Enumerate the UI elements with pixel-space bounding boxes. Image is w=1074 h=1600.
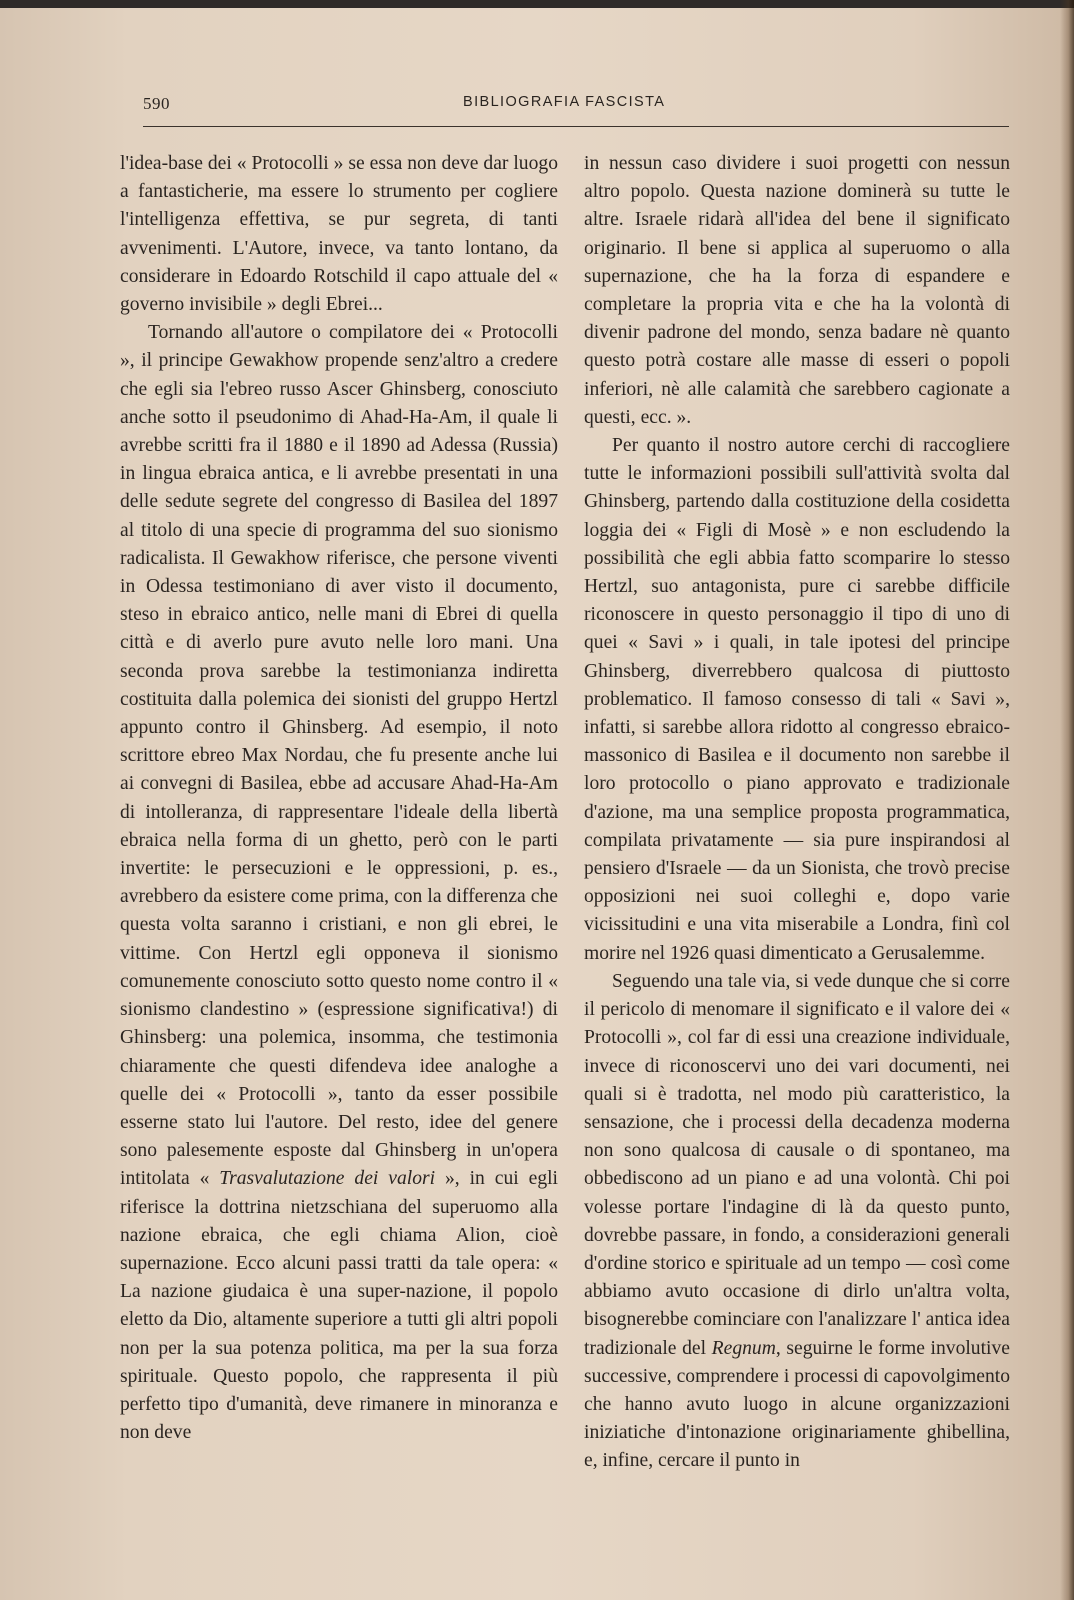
header-rule <box>143 126 1009 127</box>
running-title: BIBLIOGRAFIA FASCISTA <box>463 94 666 110</box>
right-column <box>584 150 1010 1476</box>
regnum-italic: Regnum <box>711 1337 776 1359</box>
scan-top-edge <box>0 0 1074 8</box>
right-paragraph-3-text: Seguendo una tale via, si vede dunque che si corre il pericolo di menomare il significato e il valore dei « Protocolli », col far di essi una creazione individuale, invece di riconoscervi uno dei vari documenti, nei quali si è tradotta, nel modo più caratteristico, la sensazione, che i processi della decadenza moderna non sono qualcosa di causale o di spontaneo, ma obbediscono ad un piano e ad una volontà. Chi poi volesse portare l'indagine di là da questo punto, dovrebbe passare, in fondo, a considerazioni generali d'ordine storico e spirituale ad un tempo — così come abbiamo avuto occasione di dirlo un'altra volta, bisognerebbe cominciare con l'analizzare l' antica idea tradizionale del <box>584 970 1010 1359</box>
page-binding-shadow <box>1060 0 1074 1600</box>
left-paragraph-2-end: », in cui egli riferisce la dottrina nietzschiana del superuomo alla nazione ebraica, che egli chiama Alion, cioè supernazione. Ecco alcuni passi tratti da tale opera: « La nazione giudaica è una super-nazione, il popolo eletto da Dio, altamente superiore a tutti gli altri popoli non per la sua potenza politica, ma per la sua forza spirituale. Questo popolo, che rappresenta il più perfetto tipo d'umanità, deve rimanere in minoranza e non deve <box>120 1168 559 1444</box>
left-column <box>120 150 558 1447</box>
page-number: 590 <box>143 94 170 113</box>
left-paragraph-2-text: Tornando all'autore o compilatore dei « Protocolli », il principe Gewakhow propende senz'altro a credere che egli sia l'ebreo russo Ascer Ghinsberg, conosciuto anche sotto il pseudonimo di Ahad-Ha-Am, il quale li avrebbe scritti fra il 1880 e il 1890 ad Adessa (Russia) in lingua ebraica antica, e li avrebbe presentati in una delle sedute segrete del congresso di Basilea del 1897 al titolo di una specie di programma del suo sionismo radicalista. Il Gewakhow riferisce, che persone viventi in Odessa testimoniano di aver visto il documento, steso in ebraico antico, nelle mani di Ebrei di quella città e di averlo pure avuto nelle loro mani. Una seconda prova sarebbe la testimonianza indiretta costituita dalla polemica dei sionisti del gruppo Hertzl appunto contro il Ghinsberg. Ad esempio, il noto scrittore ebreo Max Nordau, che fu presente anche lui ai convegni di Basilea, ebbe ad accusare Ahad-Ha-Am di intolleranza, di rappresentare l'ideale della libertà ebraica nella forma di un ghetto, però con le parti invertite: le persecuzioni e le oppressioni, p. es., avrebbero da esistere come prima, con la differenza che questa volta saranno i cristiani, e non gli ebrei, le vittime. Con Hertzl egli opponeva il sionismo comunemente conosciuto sotto questo nome contro il « sionismo clandestino » (espressione significativa!) di Ghinsberg: una polemica, insomma, che testimonia chiaramente che questi difendeva idee analoghe a quelle dei « Protocolli », tanto da esser possibile esserne stato lui l'autore. Del resto, idee del genere sono palesemente esposte dal Ghinsberg in un'opera intitolata « <box>120 322 558 1190</box>
right-paragraph-3 <box>584 968 1010 1476</box>
right-paragraph-3-end: , seguirne le forme involutive successive, comprendere i processi di capovolgimento che hanno avuto luogo in alcune organizzazioni iniziatiche d'intonazione originariamente ghibellina, e, infine, cercare il punto in <box>584 1337 1010 1472</box>
right-paragraph-1: in nessun caso dividere i suoi progetti con nessun altro popolo. Questa nazione dominerà su tutte le altre. Israele ridarà all'idea del bene il significato originario. Il bene si applica al superuomo o alla supernazione, che ha la forza di espandere e completare la propria vita e che ha la volontà di divenir padrone del mondo, senza badare nè quanto questo potrà costare alle masse di esseri o popoli inferiori, nè alle calamità che sarebbero cagionate a questi, ecc. ». <box>584 153 1010 428</box>
left-paragraph-1: l'idea-base dei « Protocolli » se essa non deve dar luogo a fantasticherie, ma essere lo strumento per cogliere l'intelligenza effettiva, se pur segreta, di tanti avvenimenti. L'Autore, invece, va tanto lontano, da considerare in Edoardo Rotschild il capo attuale del « governo invisibile » degli Ebrei... <box>120 153 558 316</box>
right-paragraph-2: Per quanto il nostro autore cerchi di raccogliere tutte le informazioni possibili sull'attività svolta dal Ghinsberg, partendo dalla costituzione della cosidetta loggia dei « Figli di Mosè » e non escludendo la possibilità che egli abbia fatto scomparire lo stesso Hertzl, suo antagonista, pure ci sarebbe difficile riconoscere in questo personaggio il tipo di uno di quei « Savi » i quali, in tale ipotesi del principe Ghinsberg, diverrebbero qualcosa di piuttosto problematico. Il famoso consesso di tali « Savi », infatti, si sarebbe allora ridotto al congresso ebraico-massonico di Basilea e il documento non sarebbe il loro protocollo o piano approvato e tradizionale d'azione, ma una semplice proposta programmatica, compilata privatamente — sia pure inspirandosi al pensiero d'Israele — da un Sionista, che trovò precise opposizioni nei suoi colleghi e, dopo varie vicissitudini e una vita miserabile a Londra, finì col morire nel 1926 quasi dimenticato a Gerusalemme. <box>584 435 1010 964</box>
left-paragraph-2 <box>120 319 558 1447</box>
book-title-italic: Trasvalutazione dei valori <box>219 1168 436 1190</box>
page-header <box>143 94 1009 118</box>
